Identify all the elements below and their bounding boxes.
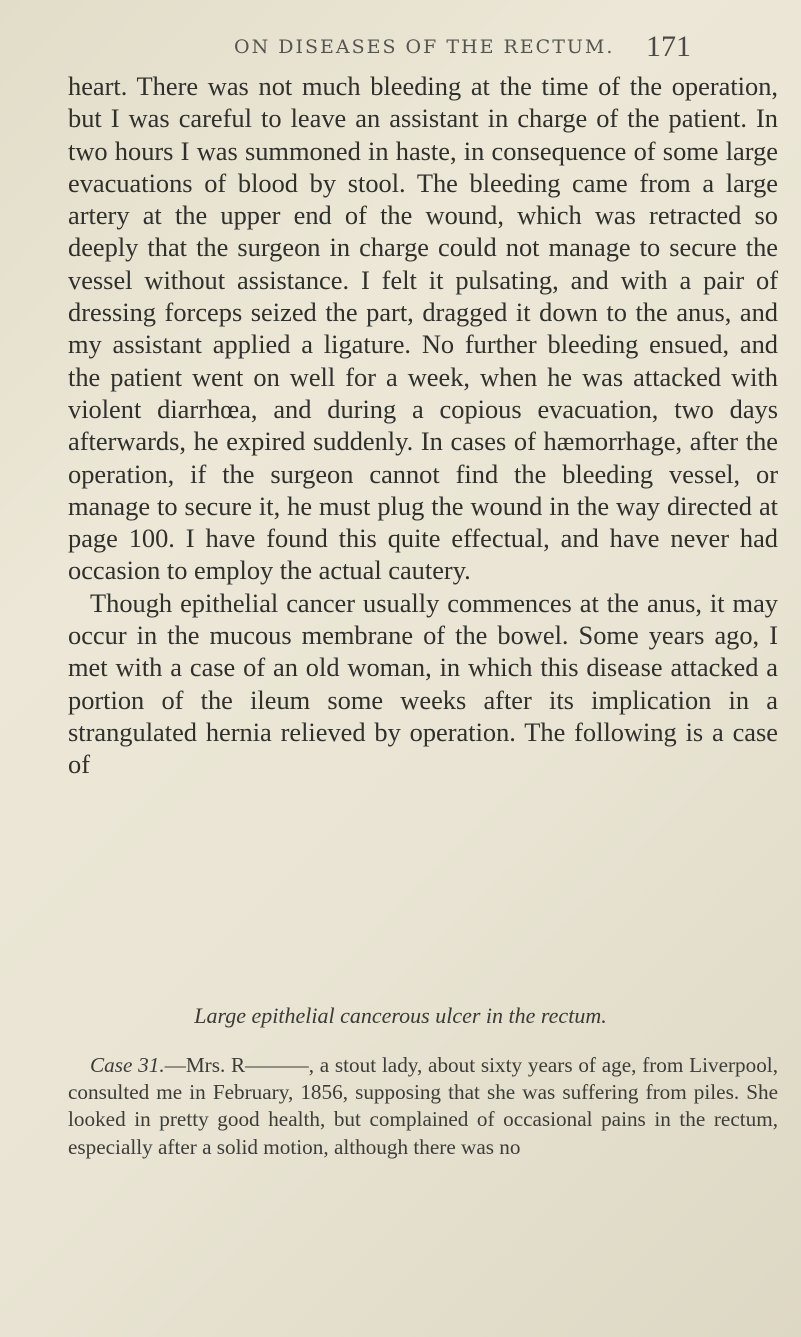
case-text: —Mrs. R———, a stout lady, about sixty years of age, from Liverpool, consulted me in February, 1856, supposing that she was suffering from piles. She looked in pretty good health, but complained of occasional pains in the rectum, especially after a solid motion, although there was no (68, 1053, 778, 1159)
section-heading: Large epithelial cancerous ulcer in the rectum. (194, 1003, 607, 1028)
case-label: Case 31. (90, 1053, 165, 1077)
body-text (68, 70, 778, 781)
paragraph: heart. There was not much bleeding at the time of the operation, but I was careful to leave an assistant in charge of the patient. In two hours I was summoned in haste, in consequence of some large evacuations of blood by stool. The bleeding came from a large artery at the upper end of the wound, which was retracted so deeply that the surgeon in charge could not manage to secure the vessel without assistance. I felt it pulsating, and with a pair of dressing forceps seized the part, dragged it down to the anus, and my assistant applied a ligature. No further bleeding ensued, and the patient went on well for a week, when he was attacked with violent diarrhœa, and during a copious evacuation, two days afterwards, he expired suddenly. In cases of hæmorrhage, after the operation, if the surgeon cannot find the bleeding vessel, or manage to secure it, he must plug the wound in the way directed at page 100. I have found this quite effectual, and have never had occasion to employ the actual cautery. (68, 71, 778, 586)
running-title: ON DISEASES OF THE RECTUM. (234, 36, 615, 58)
page-number: 171 (646, 30, 691, 63)
paragraph: Though epithelial cancer usually commences at the anus, it may occur in the mucous membrane of the bowel. Some years ago, I met with a case of an old woman, in which this disease attacked a portion of the ileum some weeks after its implication in a strangulated hernia relieved by operation. The following is a case of (68, 587, 778, 780)
case-report (68, 1052, 778, 1161)
running-head (0, 30, 801, 66)
